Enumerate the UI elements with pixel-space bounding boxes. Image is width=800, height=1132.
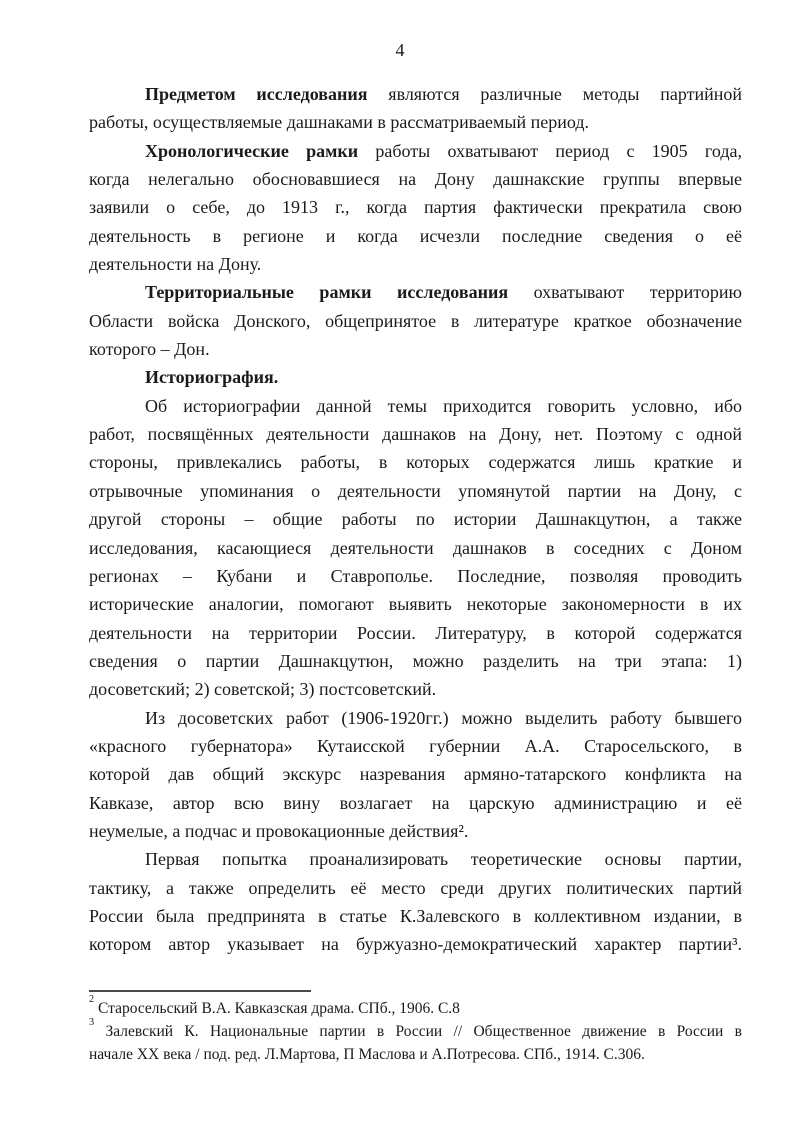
text-line: Области войска Донского, общепринятое в литературе краткое обозначение <box>89 310 742 331</box>
text-line: Об историографии данной темы приходится говорить условно, ибо <box>145 395 742 416</box>
paragraph-presoviet-works <box>89 704 742 846</box>
text-line: Первая попытка проанализировать теоретические основы партии, <box>145 849 742 870</box>
text-line: Кавказе, автор всю вину возлагает на царскую администрацию и её <box>89 792 742 813</box>
text-line: тактику, а также определить её место среди других политических партий <box>89 877 742 898</box>
text-line: заявили о себе, до 1913 г., когда партия фактически прекратила свою <box>89 197 742 218</box>
line-text: являются различные методы партийной <box>367 84 743 104</box>
paragraph-chronology <box>89 137 742 279</box>
text-line: когда нелегально обосновавшиеся на Дону дашнакские группы впервые <box>89 169 742 190</box>
footnote-2-text: Старосельский В.А. Кавказская драма. СПб., 1906. С.8 <box>94 1000 460 1017</box>
body-text <box>89 80 742 959</box>
text-line <box>89 137 742 165</box>
text-line: досоветский; 2) советской; 3) постсоветский. <box>89 679 437 700</box>
paragraph-historiography <box>89 392 742 704</box>
line-text: охватывают территорию <box>508 282 742 303</box>
text-line: исследования, касающиеся деятельности дашнаков в соседних с Доном <box>89 537 742 558</box>
text-line: работ, посвящённых деятельности дашнаков на Дону, нет. Поэтому с одной <box>89 424 742 445</box>
footnote-separator <box>89 990 311 992</box>
text-line: стороны, привлекались работы, в которых содержатся лишь краткие и <box>89 452 742 473</box>
footnote-2 <box>89 994 742 1020</box>
footnote-3-line-2: начале XX века / под. ред. Л.Мартова, П Маслова и А.Потресова. СПб., 1914. С.306. <box>89 1046 645 1063</box>
text-line: исторические аналогии, помогают выявить некоторые закономерности в их <box>89 594 742 615</box>
text-line: деятельности на Дону. <box>89 254 262 275</box>
text-line: деятельность в регионе и когда исчезли последние сведения о её <box>89 225 742 246</box>
text-line: деятельности на территории России. Литературу, в которой содержатся <box>89 622 742 643</box>
footnote-2-marker: 2 <box>89 994 95 1006</box>
paragraph-territory <box>89 278 742 363</box>
text-line: которого – Дон. <box>89 339 210 360</box>
page-number: 4 <box>395 40 405 60</box>
text-line: отрывочные упоминания о деятельности упомянутой партии на Дону, с <box>89 480 742 501</box>
text-line: котором автор указывает на буржуазно-демократический характер партии³. <box>89 934 742 955</box>
text-line: регионах – Кубани и Ставрополье. Последние, позволяя проводить <box>89 565 742 586</box>
bold-lead: Территориальные рамки исследования <box>145 282 509 303</box>
text-line: другой стороны – общие работы по истории Дашнакцутюн, а также <box>89 509 742 530</box>
text-line <box>89 80 742 108</box>
paragraph-subject <box>89 80 742 137</box>
text-line <box>89 363 742 391</box>
historiography-heading <box>89 363 742 391</box>
footnote-3-marker: 3 <box>89 1017 95 1029</box>
text-line: сведения о партии Дашнакцутюн, можно разделить на три этапа: 1) <box>89 650 742 671</box>
text-line: России была предпринята в статье К.Залевского в коллективном издании, в <box>89 905 742 926</box>
text-line <box>89 278 742 306</box>
text-line: работы, осуществляемые дашнаками в рассматриваемый период. <box>89 112 590 133</box>
text-line: неумелые, а подчас и провокационные действия². <box>89 820 469 841</box>
footnotes <box>89 994 742 1066</box>
text-line: «красного губернатора» Кутаисской губернии А.А. Старосельского, в <box>89 735 742 756</box>
bold-lead: Хронологические рамки <box>145 140 359 161</box>
heading-text: Историография. <box>145 367 279 388</box>
bold-lead: Предметом исследования <box>145 84 368 104</box>
text-line: которой дав общий экскурс назревания армяно-татарского конфликта на <box>89 764 742 785</box>
line-text: работы охватывают период с 1905 года, <box>358 140 742 161</box>
footnote-3-text: Залевский К. Национальные партии в России // Общественное движение в России в <box>94 1023 742 1040</box>
paragraph-zalevsky <box>89 845 742 958</box>
text-line: Из досоветских работ (1906-1920гг.) можно выделить работу бывшего <box>145 707 742 728</box>
footnote-3-line-1 <box>89 1017 742 1043</box>
